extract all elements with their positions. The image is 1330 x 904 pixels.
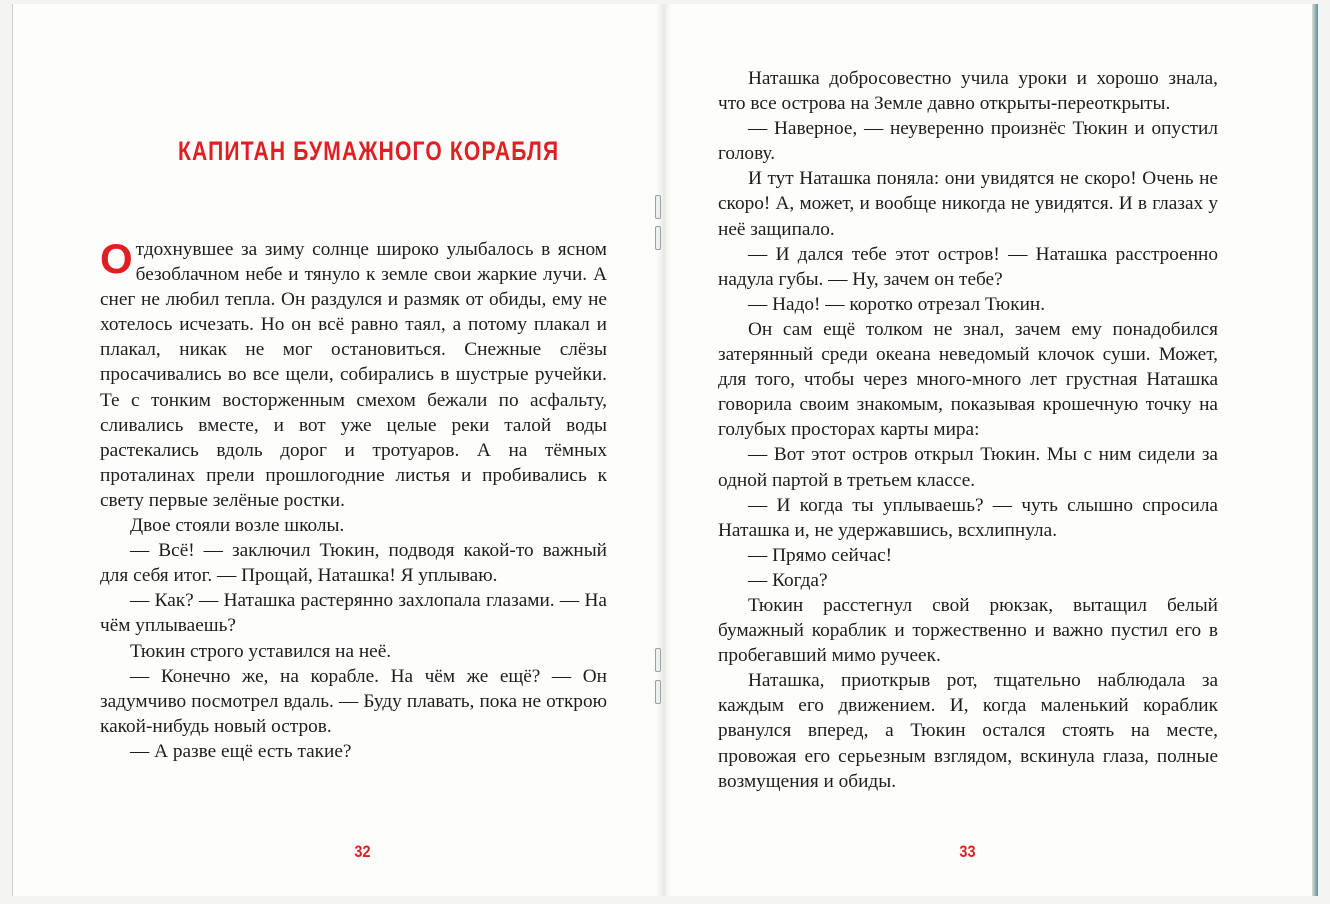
paragraph: Тюкин расстегнул свой рюкзак, вытащил белый бумажный кораблик и торжественно и важно пустил его в пробегавший мимо ручеек. [718,594,1218,667]
paragraph: Тюкин строго уставился на неё. [130,640,392,662]
staple-4 [655,680,661,704]
paragraph: Двое стояли возле школы. [130,515,345,537]
paragraph: Наташка, приоткрыв рот, тщательно наблюдала за каждым его движением. И, когда маленький кораблик рванулся вперед, а Тюкин остался стоять на месте, провожая его серьезным взглядом, вскинула глаза, полные возмущения и обиды. [718,670,1218,792]
right-page-text [718,66,1218,794]
paragraph: — И дался тебе этот остров! — Наташка расстроенно надула губы. — Ну, зачем он тебе? [718,243,1218,290]
paragraph: — А разве ещё есть такие? [130,740,352,762]
book-gutter [656,4,672,896]
paragraph: — И когда ты уплываешь? — чуть слышно спросила Наташка и, не удержавшись, всхлипнула. [718,494,1218,541]
paragraph: — Вот этот остров открыл Тюкин. Мы с ним сидели за одной партой в третьем классе. [718,444,1218,491]
paragraph: — Конечно же, на корабле. На чём же ещё? — Он задумчиво посмотрел вдаль. — Буду плавать, пока не открою какой-нибудь новый остров. [100,665,607,737]
staple-2 [655,226,661,250]
paragraph: — Когда? [748,569,828,591]
paragraph: — Всё! — заключил Тюкин, подводя какой-то важный для себя итог. — Прощай, Наташка! Я уплываю. [100,540,607,587]
paragraph: Наташка добросовестно учила уроки и хорошо знала, что все острова на Земле давно открыты-переоткрыты. [718,68,1218,115]
left-page-text [100,237,607,764]
page-number-left: 32 [354,842,371,861]
chapter-title: КАПИТАН БУМАЖНОГО КОРАБЛЯ [178,136,560,166]
paragraph: — Прямо сейчас! [748,544,893,566]
paragraph [100,237,607,513]
paragraph: И тут Наташка поняла: они увидятся не скоро! Очень не скоро! А, может, и вообще никогда не увидятся. И в глазах у неё защипало. [718,168,1218,240]
paragraph: — Надо! — коротко отрезал Тюкин. [748,293,1046,315]
first-paragraph-text: тдохнувшее за зиму солнце широко улыбалось в ясном безоблачном небе и тянуло к земле свои жаркие лучи. А снег не любил тепла. Он раздулся и размяк от обиды, ему не хотелось исчезать. Но он всё равно таял, а потому плакал и плакал, никак не мог остановиться. Снежные слёзы просачивались во все щели, собирались в шустрые ручейки. Те с тонким восторженным смехом бежали по асфальту, сливались вместе, и вот уже целые реки талой воды растекались вдоль дорог и тротуаров. А на тёмных проталинах прели прошлогодние листья и пробивались к свету первые зелёные ростки. [100,239,607,511]
drop-cap: О [100,235,133,282]
staple-1 [655,195,661,219]
paragraph: Он сам ещё толком не знал, зачем ему понадобился затерянный среди океана неведомый клочок суши. Может, для того, чтобы через много-много лет грустная Наташка говорила своим знакомым, показывая крошечную точку на голубых просторах карты мира: [718,318,1218,441]
staple-3 [655,648,661,672]
paragraph: — Наверное, — неуверенно произнёс Тюкин и опустил голову. [718,118,1218,165]
page-number-right: 33 [959,842,976,861]
paragraph: — Как? — Наташка растерянно захлопала глазами. — На чём уплываешь? [100,590,607,637]
